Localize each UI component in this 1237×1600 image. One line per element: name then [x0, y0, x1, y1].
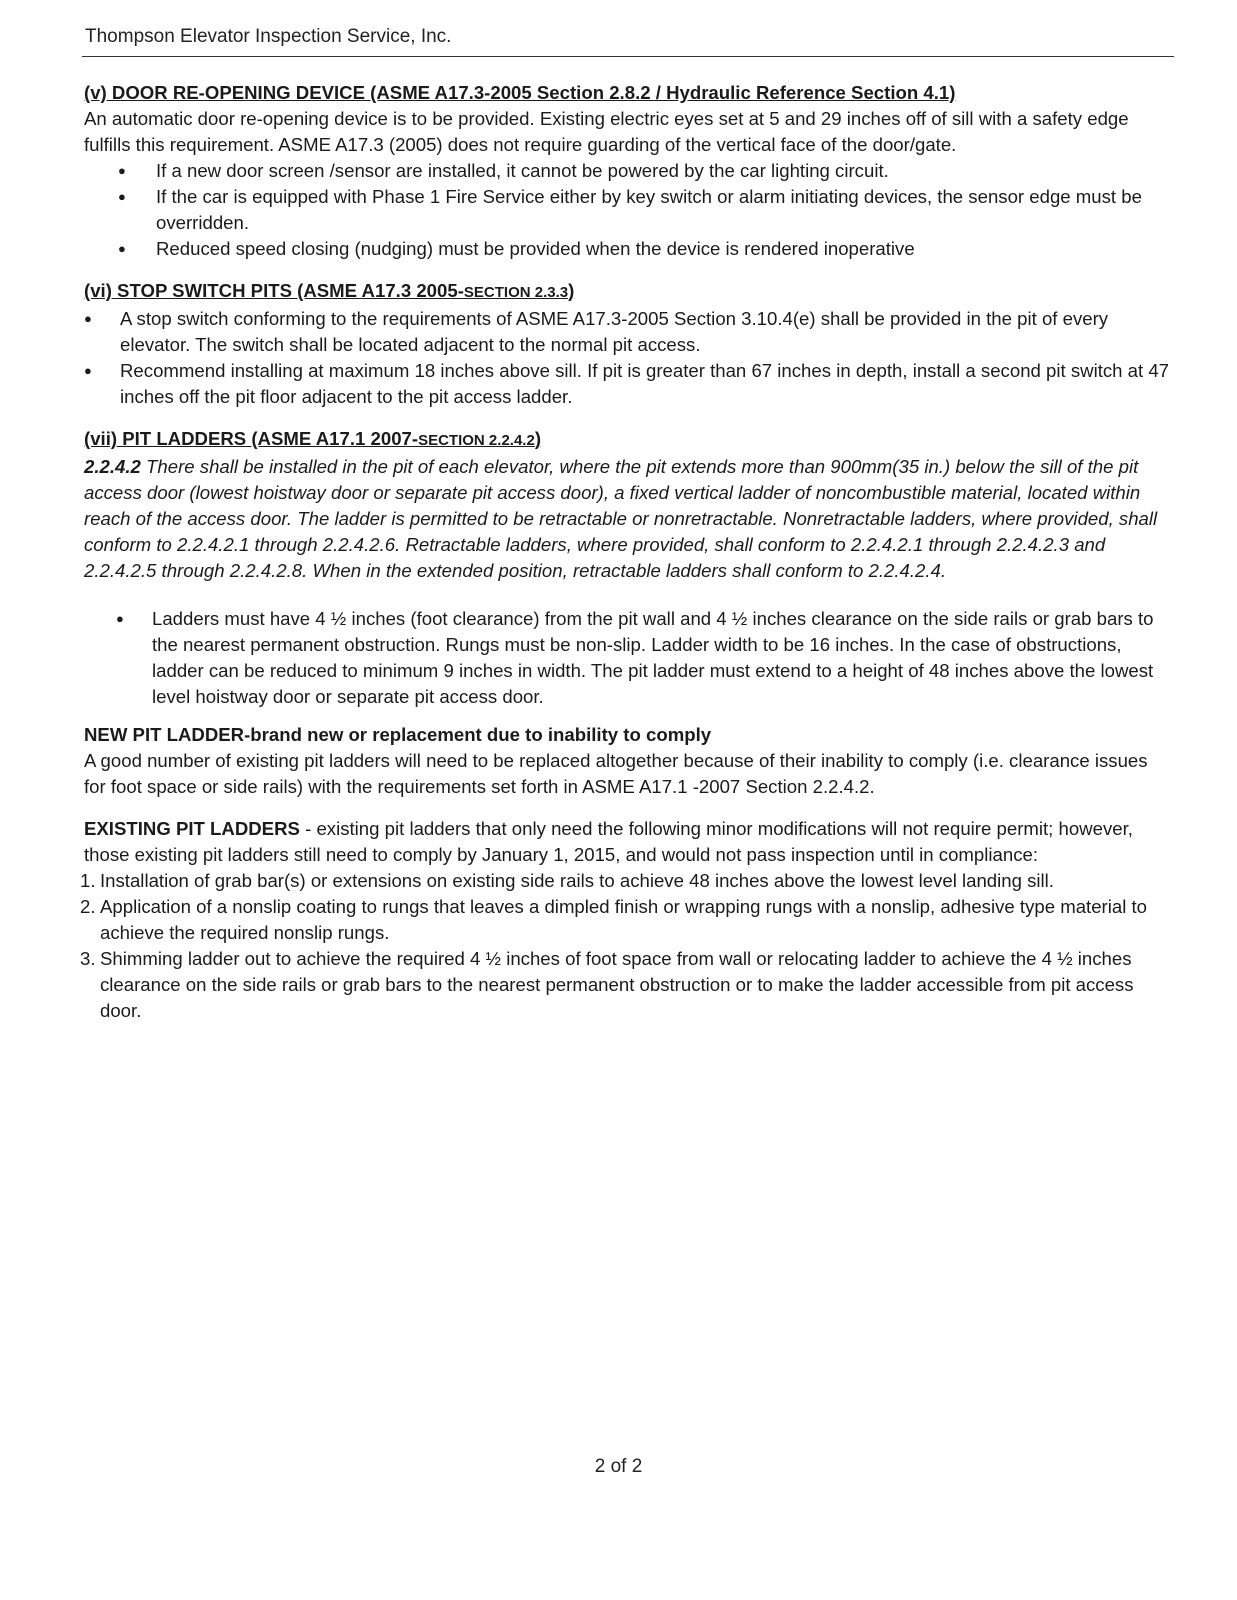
bullet-icon: ●: [118, 241, 126, 256]
page-number: 2 of 2: [594, 1456, 643, 1477]
item-number: 1.: [80, 870, 96, 891]
list-item: [84, 236, 1174, 262]
code-reference: 2.2.4.2: [84, 456, 141, 477]
item-number: 2.: [80, 896, 96, 917]
section-vi-heading: [84, 278, 1174, 306]
code-paragraph: There shall be installed in the pit of each elevator, where the pit extends more than 900mm(35 in.) below the sill of the pit access door (lowest hoistway door or separate pit access door), a fixed vertical ladder of noncombustible material, located within reach of the access door. The ladder is permitted to be retractable or nonretractable. Nonretractable ladders, where provided, shall conform to 2.2.4.2.1 through 2.2.4.2.6. Retractable ladders, where provided, shall conform to 2.2.4.2.1 through 2.2.4.2.3 and 2.2.4.2.5 through 2.2.4.2.8. When in the extended position, retractable ladders shall conform to 2.2.4.2.4.: [84, 456, 1158, 581]
item-text: Shimming ladder out to achieve the required 4 ½ inches of foot space from wall or relocating ladder to achieve the 4 ½ inches clearance on the side rails or grab bars to the nearest permanent obstruction or to make the ladder accessible from pit access door.: [100, 948, 1134, 1021]
list-item: [84, 184, 1174, 236]
existing-pit-ladders-paragraph: [84, 816, 1174, 868]
list-item: [84, 606, 1174, 710]
item-text: Installation of grab bar(s) or extensions on existing side rails to achieve 48 inches above the lowest level landing sill.: [100, 870, 1054, 891]
section-v-bullets: [84, 158, 1174, 262]
section-vi-bullets: [84, 306, 1174, 410]
section-v-body: An automatic door re-opening device is to be provided. Existing electric eyes set at 5 and 29 inches off of sill with a safety edge fulfills this requirement. ASME A17.3 (2005) does not require guarding of the vertical face of the door/gate.: [84, 108, 1129, 155]
bullet-text: If a new door screen /sensor are installed, it cannot be powered by the car lighting circuit.: [156, 160, 889, 181]
list-item: [80, 868, 1174, 894]
existing-pit-ladders-list: [80, 868, 1174, 1024]
new-pit-ladder-heading: NEW PIT LADDER-brand new or replacement due to inability to comply: [84, 724, 712, 745]
list-item: [80, 946, 1174, 1024]
new-pit-ladder-body: A good number of existing pit ladders will need to be replaced altogether because of their inability to comply (i.e. clearance issues for foot space or side rails) with the requirements set forth in ASME A17.1 -2007 Section 2.2.4.2.: [84, 750, 1148, 797]
bullet-icon: ●: [118, 163, 126, 178]
heading-close: ): [534, 428, 542, 449]
bullet-icon: ●: [118, 189, 126, 204]
bullet-text: Ladders must have 4 ½ inches (foot clearance) from the pit wall and 4 ½ inches clearance on the side rails or grab bars to the nearest permanent obstruction. Rungs must be non-slip. Ladder width to be 16 inches. In the case of obstructions, ladder can be reduced to minimum 9 inches in width. The pit ladder must extend to a height of 48 inches above the lowest level hoistway door or separate pit access door.: [152, 608, 1154, 707]
existing-pit-ladders-heading: EXISTING PIT LADDERS: [84, 818, 300, 839]
bullet-text: A stop switch conforming to the requirements of ASME A17.3-2005 Section 3.10.4(e) shall be provided in the pit of every elevator. The switch shall be located adjacent to the normal pit access.: [120, 308, 1109, 355]
heading-section-ref: SECTION 2.3.3: [463, 284, 569, 301]
section-v-heading: (v) DOOR RE-OPENING DEVICE (ASME A17.3-2005 Section 2.8.2 / Hydraulic Reference Section 4.1): [84, 82, 956, 103]
bullet-text: Recommend installing at maximum 18 inches above sill. If pit is greater than 67 inches in depth, install a second pit switch at 47 inches off the pit floor adjacent to the pit access ladder.: [120, 360, 1170, 407]
heading-close: ): [568, 280, 575, 301]
bullet-icon: ●: [116, 611, 124, 626]
item-text: Application of a nonslip coating to rungs that leaves a dimpled finish or wrapping rungs with a nonslip, adhesive type material to achieve the required nonslip rungs.: [100, 896, 1148, 943]
bullet-text: Reduced speed closing (nudging) must be provided when the device is rendered inoperative: [156, 238, 915, 259]
section-vii-heading: [84, 426, 1174, 454]
list-item: [80, 894, 1174, 946]
section-vii-bullets: [84, 606, 1174, 710]
list-item: [84, 158, 1174, 184]
list-item: [84, 306, 1174, 358]
heading-text: (vi) STOP SWITCH PITS (ASME A17.3 2005-: [84, 280, 464, 301]
section-vii-code-text: [84, 454, 1174, 584]
bullet-text: If the car is equipped with Phase 1 Fire Service either by key switch or alarm initiating devices, the sensor edge must be overridden.: [156, 186, 1142, 233]
heading-section-ref: SECTION 2.2.4.2: [418, 432, 535, 449]
company-header: Thompson Elevator Inspection Service, Inc.: [85, 26, 452, 47]
header-divider: [82, 56, 1174, 57]
existing-pit-ladders-body: - existing pit ladders that only need the following minor modifications will not require permit; however, those existing pit ladders still need to comply by January 1, 2015, and would not pass inspection until in compliance:: [84, 818, 1133, 865]
list-item: [84, 358, 1174, 410]
document-body: [80, 80, 1174, 1024]
bullet-icon: ●: [84, 311, 92, 326]
item-number: 3.: [80, 948, 96, 969]
heading-text: (vii) PIT LADDERS (ASME A17.1 2007-: [84, 428, 419, 449]
bullet-icon: ●: [84, 363, 92, 378]
